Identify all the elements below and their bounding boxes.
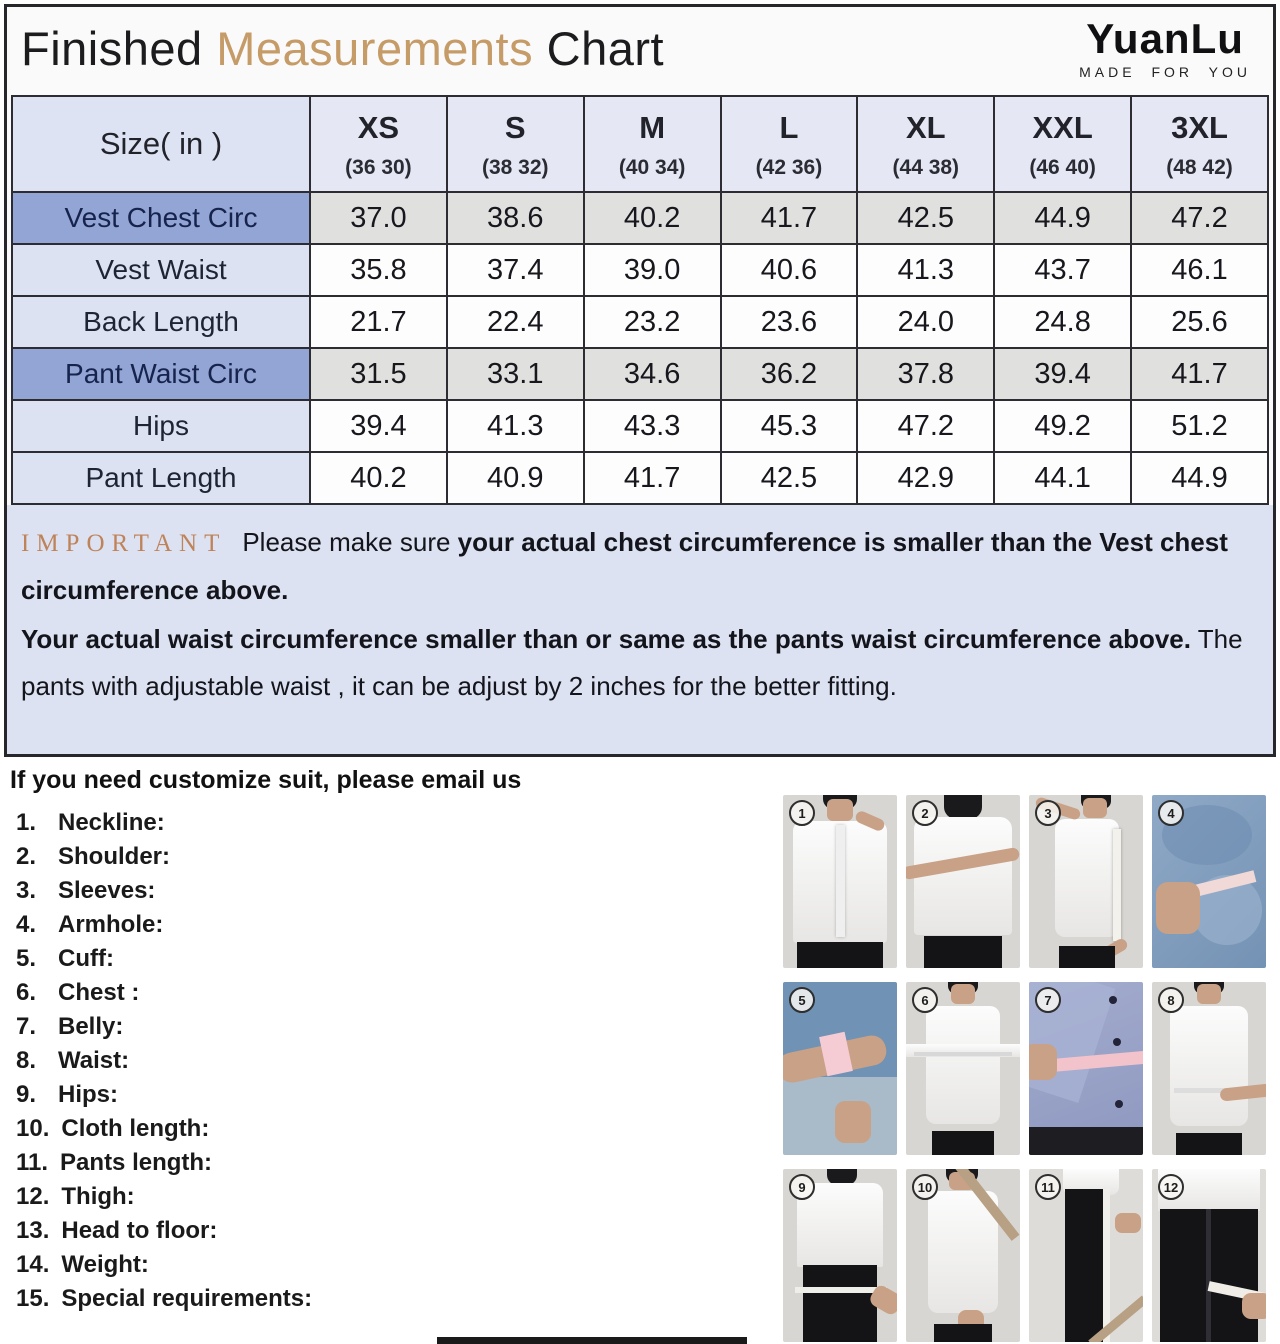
- table-cell: 38.6: [447, 192, 584, 244]
- table-cell: 47.2: [857, 400, 994, 452]
- table-cell: 41.7: [584, 452, 721, 504]
- table-cell: 46.1: [1131, 244, 1268, 296]
- col-header-s: S (38 32): [447, 96, 584, 192]
- row-label: Back Length: [12, 296, 310, 348]
- photo-hips: [783, 1169, 897, 1342]
- table-cell: 37.4: [447, 244, 584, 296]
- customize-heading: If you need customize suit, please email us: [10, 766, 522, 794]
- table-cell: 21.7: [310, 296, 447, 348]
- table-cell: 41.3: [447, 400, 584, 452]
- table-cell: 23.6: [721, 296, 858, 348]
- row-label: Hips: [12, 400, 310, 452]
- photo-sleeve: [1029, 795, 1143, 968]
- photo-chest: [906, 982, 1020, 1155]
- photo-number-badge: 8: [1158, 987, 1184, 1013]
- photo-cloth-length: [906, 1169, 1020, 1342]
- photo-armhole: [1152, 795, 1266, 968]
- photo-number-badge: 5: [789, 987, 815, 1013]
- title-accent: Measurements: [216, 22, 534, 75]
- table-row: [12, 296, 1268, 348]
- table-cell: 37.0: [310, 192, 447, 244]
- note1-normal: Please make sure: [242, 527, 458, 557]
- photo-number-badge: 7: [1035, 987, 1061, 1013]
- photo-pants-length: [1029, 1169, 1143, 1342]
- table-cell: 44.9: [1131, 452, 1268, 504]
- customize-list: [16, 806, 446, 1316]
- brand-logo: [1079, 17, 1251, 80]
- note1-bold: your actual chest circumference is smaller than the Vest chest circumference above.: [21, 527, 1228, 605]
- page-title: [21, 21, 664, 76]
- table-cell: 40.9: [447, 452, 584, 504]
- photo-number-badge: 2: [912, 800, 938, 826]
- customize-list-item: 6. Chest :: [16, 979, 140, 1006]
- note-paragraph-chest: [21, 519, 1259, 614]
- table-cell: 42.9: [857, 452, 994, 504]
- table-row: [12, 400, 1268, 452]
- photo-cuff: [783, 982, 897, 1155]
- customize-list-item: 8. Waist:: [16, 1047, 130, 1074]
- table-cell: 49.2: [994, 400, 1131, 452]
- customize-list-item: 1. Neckline:: [16, 809, 165, 836]
- note2-normal: The pants with adjustable waist , it can be adjust by 2 inches for the better fitting.: [21, 624, 1243, 701]
- important-label: IMPORTANT: [21, 530, 227, 557]
- table-cell: 35.8: [310, 244, 447, 296]
- customize-list-item: 3. Sleeves:: [16, 877, 156, 904]
- table-row: [12, 244, 1268, 296]
- table-cell: 24.8: [994, 296, 1131, 348]
- table-cell: 41.7: [721, 192, 858, 244]
- customize-list-item: 7. Belly:: [16, 1013, 124, 1040]
- customize-list-item: 9. Hips:: [16, 1081, 118, 1108]
- cropped-photo-strip: [437, 1337, 747, 1344]
- customize-list-item: 13. Head to floor:: [16, 1217, 218, 1244]
- table-cell: 22.4: [447, 296, 584, 348]
- table-cell: 40.6: [721, 244, 858, 296]
- photo-neckline: [783, 795, 897, 968]
- table-cell: 39.4: [994, 348, 1131, 400]
- customize-list-item: 5. Cuff:: [16, 945, 114, 972]
- table-cell: 39.4: [310, 400, 447, 452]
- customize-list-item: 10. Cloth length:: [16, 1115, 210, 1142]
- table-cell: 47.2: [1131, 192, 1268, 244]
- title-row: [7, 7, 1273, 95]
- table-header-row: [12, 96, 1268, 192]
- customize-list-item: 11. Pants length:: [16, 1149, 213, 1176]
- table-row: [12, 348, 1268, 400]
- table-cell: 34.6: [584, 348, 721, 400]
- photo-number-badge: 10: [912, 1174, 938, 1200]
- table-cell: 45.3: [721, 400, 858, 452]
- col-header-l: L (42 36): [721, 96, 858, 192]
- measurement-chart-panel: [4, 4, 1276, 757]
- customize-list-item: 15. Special requirements:: [16, 1285, 313, 1312]
- table-cell: 23.2: [584, 296, 721, 348]
- brand-tagline: MADE FOR YOU: [1079, 64, 1251, 80]
- table-cell: 39.0: [584, 244, 721, 296]
- table-cell: 40.2: [584, 192, 721, 244]
- note-paragraph-waist: [21, 616, 1259, 710]
- table-row: [12, 192, 1268, 244]
- col-header-3xl: 3XL (48 42): [1131, 96, 1268, 192]
- measurement-photo-grid: [783, 795, 1275, 1342]
- photo-shoulder: [906, 795, 1020, 968]
- customize-list-item: 12. Thigh:: [16, 1183, 135, 1210]
- customize-list-item: 4. Armhole:: [16, 911, 164, 938]
- photo-number-badge: 12: [1158, 1174, 1184, 1200]
- table-cell: 37.8: [857, 348, 994, 400]
- photo-thigh: [1152, 1169, 1266, 1342]
- brand-name: YuanLu: [1086, 15, 1244, 62]
- col-header-xl: XL (44 38): [857, 96, 994, 192]
- table-cell: 42.5: [857, 192, 994, 244]
- photo-number-badge: 4: [1158, 800, 1184, 826]
- table-cell: 44.1: [994, 452, 1131, 504]
- table-cell: 40.2: [310, 452, 447, 504]
- photo-belly: [1029, 982, 1143, 1155]
- title-suffix: Chart: [533, 22, 665, 75]
- photo-number-badge: 6: [912, 987, 938, 1013]
- table-cell: 41.3: [857, 244, 994, 296]
- table-cell: 25.6: [1131, 296, 1268, 348]
- size-unit-header: Size( in ): [12, 96, 310, 192]
- customize-list-item: 14. Weight:: [16, 1251, 149, 1278]
- note2-bold: Your actual waist circumference smaller than or same as the pants waist circumference above.: [21, 624, 1191, 654]
- table-cell: 43.7: [994, 244, 1131, 296]
- photo-number-badge: 11: [1035, 1174, 1061, 1200]
- table-cell: 41.7: [1131, 348, 1268, 400]
- table-cell: 36.2: [721, 348, 858, 400]
- col-header-m: M (40 34): [584, 96, 721, 192]
- table-cell: 51.2: [1131, 400, 1268, 452]
- table-cell: 42.5: [721, 452, 858, 504]
- table-cell: 31.5: [310, 348, 447, 400]
- row-label: Pant Waist Circ: [12, 348, 310, 400]
- customize-list-item: 2. Shoulder:: [16, 843, 170, 870]
- row-label: Vest Chest Circ: [12, 192, 310, 244]
- size-table: [11, 95, 1269, 505]
- photo-number-badge: 1: [789, 800, 815, 826]
- row-label: Pant Length: [12, 452, 310, 504]
- table-row: [12, 452, 1268, 504]
- table-cell: 24.0: [857, 296, 994, 348]
- col-header-xxl: XXL (46 40): [994, 96, 1131, 192]
- row-label: Vest Waist: [12, 244, 310, 296]
- table-cell: 33.1: [447, 348, 584, 400]
- photo-waist: [1152, 982, 1266, 1155]
- photo-number-badge: 3: [1035, 800, 1061, 826]
- col-header-xs: XS (36 30): [310, 96, 447, 192]
- title-prefix: Finished: [21, 22, 217, 75]
- table-cell: 44.9: [994, 192, 1131, 244]
- table-cell: 43.3: [584, 400, 721, 452]
- important-note: [7, 505, 1273, 754]
- photo-number-badge: 9: [789, 1174, 815, 1200]
